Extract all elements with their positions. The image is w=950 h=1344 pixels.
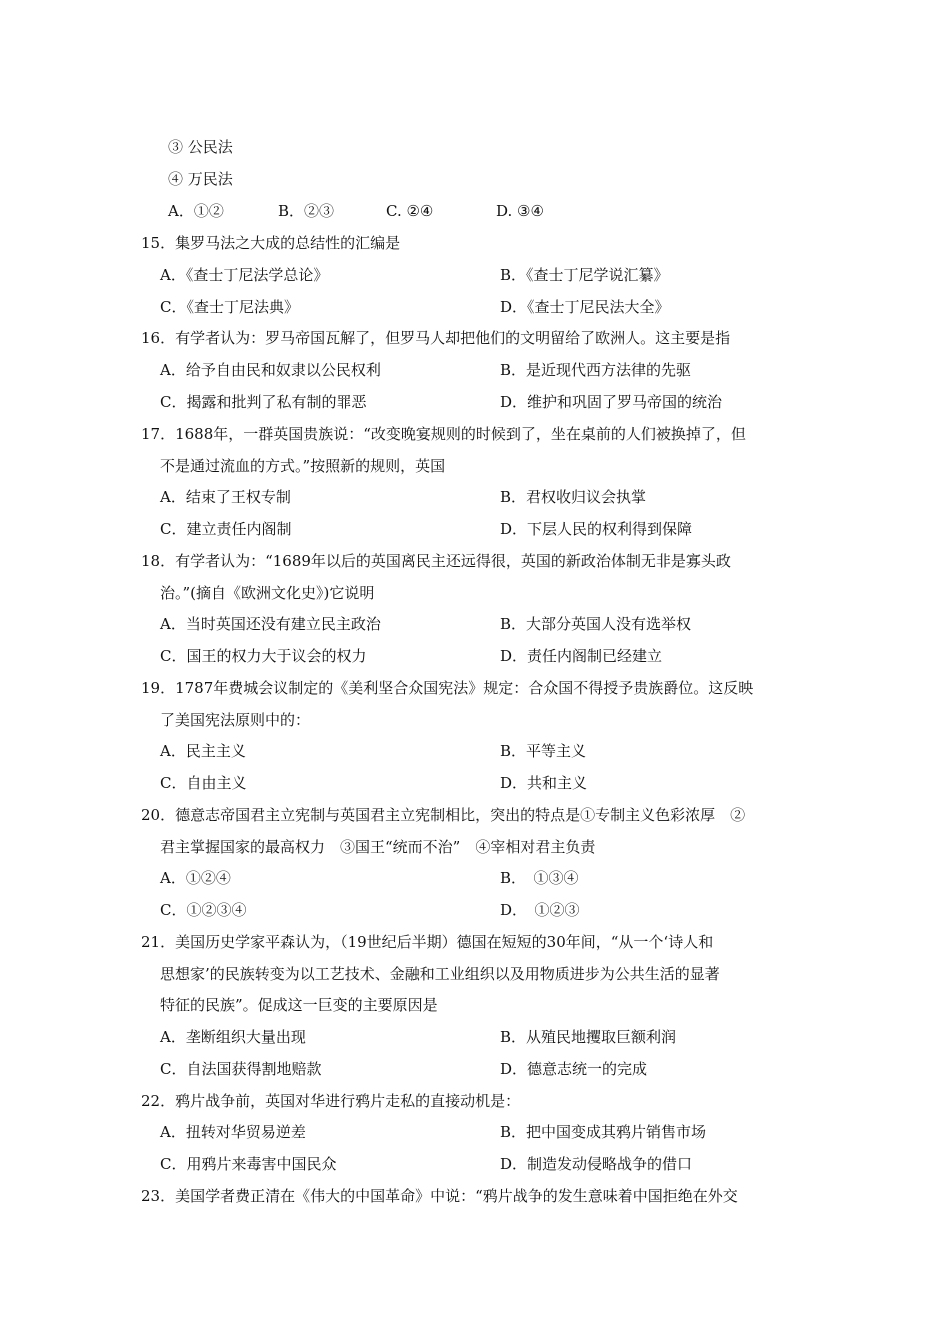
q19-stem-line-2: 了美国宪法原则中的： <box>160 711 311 729</box>
q21-stem-line-1: 21．美国历史学家平森认为，（19世纪后半期）德国在短短的30年间，“从一个‘诗人和 <box>141 933 714 951</box>
q15-stem: 15．集罗马法之大成的总结性的汇编是 <box>141 234 401 252</box>
q16-option-b: B．是近现代西方法律的先驱 <box>500 361 692 379</box>
q14-item-3: ③ 公民法 <box>168 138 233 156</box>
q18-option-c: C．国王的权力大于议会的权力 <box>160 647 367 665</box>
q19-option-a: A．民主主义 <box>160 742 246 760</box>
q19-stem-line-1: 19．1787年费城会议制定的《美利坚合众国宪法》规定：合众国不得授予贵族爵位。这反映 <box>141 679 754 697</box>
q22-option-a: A．扭转对华贸易逆差 <box>160 1123 306 1141</box>
q21-option-a: A．垄断组织大量出现 <box>160 1028 306 1046</box>
q14-option-b: B．②③ <box>278 202 335 220</box>
q19-option-d: D．共和主义 <box>500 774 588 792</box>
q15-option-b: B．《查士丁尼学说汇纂》 <box>500 266 669 284</box>
q16-stem: 16．有学者认为：罗马帝国瓦解了，但罗马人却把他们的文明留给了欧洲人。这主要是指 <box>141 329 731 347</box>
q20-option-a: A．①②④ <box>160 869 231 887</box>
q17-stem-line-1: 17．1688年，一群英国贵族说：“改变晚宴规则的时候到了，坐在桌前的人们被换掉了，但 <box>141 425 746 443</box>
q16-option-d: D．维护和巩固了罗马帝国的统治 <box>500 393 723 411</box>
q14-item-4: ④ 万民法 <box>168 170 233 188</box>
q22-stem: 22．鸦片战争前，英国对华进行鸦片走私的直接动机是： <box>141 1092 521 1110</box>
q20-option-c: C．①②③④ <box>160 901 247 919</box>
q18-stem-line-1: 18．有学者认为：“1689年以后的英国离民主还远得很，英国的新政治体制无非是寡头政 <box>141 552 731 570</box>
q17-option-d: D．下层人民的权利得到保障 <box>500 520 693 538</box>
q16-option-c: C．揭露和批判了私有制的罪恶 <box>160 393 367 411</box>
q23-stem: 23．美国学者费正清在《伟大的中国革命》中说：“鸦片战争的发生意味着中国拒绝在外交 <box>141 1187 738 1205</box>
q20-stem-line-1: 20．德意志帝国君主立宪制与英国君主立宪制相比，突出的特点是①专制主义色彩浓厚 ② <box>141 806 746 824</box>
q20-option-d: D． ①②③ <box>500 901 580 919</box>
q14-option-d: D. ③④ <box>496 202 544 220</box>
q15-option-c: C．《查士丁尼法典》 <box>160 298 299 316</box>
q19-option-c: C．自由主义 <box>160 774 247 792</box>
q17-option-b: B．君权收归议会执掌 <box>500 488 647 506</box>
q21-stem-line-3: 特征的民族”。促成这一巨变的主要原因是 <box>160 996 438 1014</box>
q16-option-a: A．给予自由民和奴隶以公民权利 <box>160 361 381 379</box>
q18-option-a: A．当时英国还没有建立民主政治 <box>160 615 381 633</box>
q22-option-b: B．把中国变成其鸦片销售市场 <box>500 1123 707 1141</box>
q18-stem-line-2: 治。”(摘自《欧洲文化史》)它说明 <box>160 584 375 602</box>
q14-option-c: C. ②④ <box>386 202 434 220</box>
q18-option-b: B．大部分英国人没有选举权 <box>500 615 692 633</box>
q22-option-d: D．制造发动侵略战争的借口 <box>500 1155 693 1173</box>
q20-stem-line-2: 君主掌握国家的最高权力 ③国王“统而不治” ④宰相对君主负责 <box>160 838 596 856</box>
q17-option-a: A．结束了王权专制 <box>160 488 291 506</box>
q14-option-a: A．①② <box>168 202 224 220</box>
q19-option-b: B．平等主义 <box>500 742 587 760</box>
q18-option-d: D．责任内阁制已经建立 <box>500 647 663 665</box>
q21-option-c: C．自法国获得割地赔款 <box>160 1060 322 1078</box>
q21-option-d: D．德意志统一的完成 <box>500 1060 648 1078</box>
q17-stem-line-2: 不是通过流血的方式。”按照新的规则，英国 <box>160 457 446 475</box>
q22-option-c: C．用鸦片来毒害中国民众 <box>160 1155 337 1173</box>
q15-option-d: D．《查士丁尼民法大全》 <box>500 298 670 316</box>
q17-option-c: C．建立责任内阁制 <box>160 520 292 538</box>
q21-stem-line-2: 思想家’的民族转变为以工艺技术、金融和工业组织以及用物质进步为公共生活的显著 <box>160 965 720 983</box>
q21-option-b: B．从殖民地攫取巨额利润 <box>500 1028 677 1046</box>
q20-option-b: B． ①③④ <box>500 869 579 887</box>
q15-option-a: A．《查士丁尼法学总论》 <box>160 266 329 284</box>
